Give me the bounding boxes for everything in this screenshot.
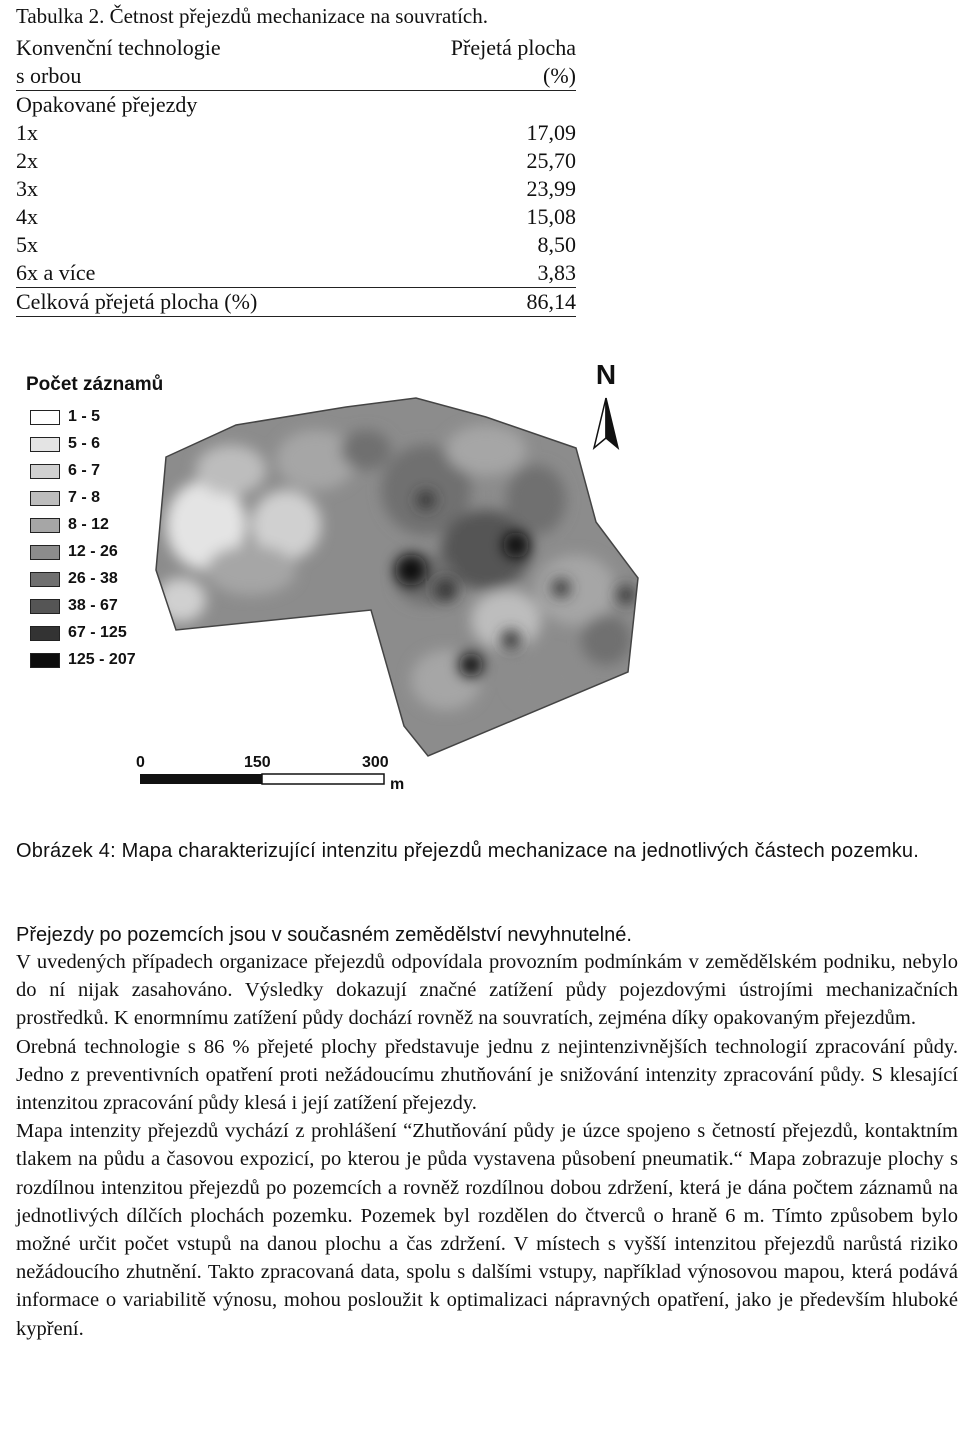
legend-label: 8 - 12	[68, 516, 109, 533]
row-label: 5x	[16, 232, 38, 257]
scale-unit: m	[390, 776, 405, 793]
header-technology-line1: Konvenční technologie	[16, 35, 221, 60]
legend-label: 67 - 125	[68, 624, 127, 641]
legend-label: 26 - 38	[68, 570, 118, 587]
table-row	[16, 175, 576, 203]
row-value: 8,50	[537, 232, 576, 257]
scale-bar-black	[140, 774, 262, 784]
table-row	[16, 147, 576, 175]
row-value: 23,99	[526, 176, 576, 201]
table-row	[16, 203, 576, 231]
legend-title: Počet záznamů	[26, 374, 164, 395]
legend-label: 5 - 6	[68, 435, 101, 452]
frequency-table	[16, 34, 576, 317]
traffic-intensity-map-figure	[16, 350, 676, 800]
legend-label: 6 - 7	[68, 462, 101, 479]
field-map	[16, 350, 676, 800]
row-label: 3x	[16, 176, 38, 201]
header-area	[385, 34, 576, 91]
paragraph-1: V uvedených případech organizace přejezdů odpovídala provozním podmínkám v zemědělském podniku, nebylo do ní nijak zasahováno. Výsledky dokazují značné zatížení půdy pojezdovými ústrojími mechanizačních prostředků. K enormnímu zatížení půdy dochází rovněž na souvratích, zejména díky opakovaným přejezdům.	[16, 951, 958, 1030]
header-technology-line2: s orbou	[16, 63, 82, 88]
legend-label: 1 - 5	[68, 408, 101, 425]
total-value: 86,14	[385, 288, 576, 317]
north-label: N	[595, 359, 617, 390]
row-label: 1x	[16, 120, 38, 145]
north-arrow-icon	[594, 359, 618, 448]
scale-bar	[140, 774, 384, 784]
section-row	[16, 91, 576, 120]
field-area	[136, 390, 656, 770]
table-row	[16, 231, 576, 259]
body-text	[16, 948, 958, 1343]
total-row	[16, 288, 576, 317]
row-value: 3,83	[537, 260, 576, 285]
scale-label-0: 0	[136, 754, 145, 771]
row-label: 4x	[16, 204, 38, 229]
legend-label: 7 - 8	[68, 489, 101, 506]
row-value: 25,70	[526, 148, 576, 173]
legend-label: 38 - 67	[68, 597, 118, 614]
legend-label: 125 - 207	[68, 651, 136, 668]
row-value: 17,09	[526, 120, 576, 145]
paragraph-2: Orebná technologie s 86 % přejeté plochy představuje jednu z nejintenzivnějších technologií zpracování půdy. Jedno z preventivních opatření proti nežádoucímu zhutňování je snižování intenzity zpracování půdy. S klesající intenzitou zpracování půdy klesá i její zatížení přejezdy.	[16, 1035, 958, 1115]
scale-label-150: 150	[244, 754, 271, 771]
scale-bar-white	[262, 774, 384, 784]
header-technology	[16, 34, 385, 91]
table-header-row	[16, 34, 576, 91]
row-label: 2x	[16, 148, 38, 173]
header-area-line2: (%)	[543, 63, 576, 88]
paragraph-3: Mapa intenzity přejezdů vychází z prohlášení “Zhutňování půdy je úzce spojeno s četností přejezdů, kontaktním tlakem na půdu a časovou expozicí, po kterou je půda vystavena působení pneumatik.“ Mapa zobrazuje plochy s rozdílnou intenzitou přejezdů po pozemcích a rovněž rozdílnou dobou zdržení, která je dána počtem záznamů na jednotlivých dílčích plochách pozemku. Pozemek byl rozdělen do čtverců o hraně 6 m. Tímto způsobem bylo možné určit počet vstupů na danou plochu a čas zdržení. V místech s vyšší intenzitou přejezdů narůstá riziko nežádoucího zhutnění. Takto zpracovaná data, spolu s dalšími vstupy, například výnosovou mapou, která podává informace o variabilitě výnosu, mohou posloužit k optimalizaci nápravných opatření, jako je především hluboké kypření.	[16, 1120, 958, 1340]
legend-label: 12 - 26	[68, 543, 118, 560]
total-label: Celková přejetá plocha (%)	[16, 288, 385, 317]
paragraph-intro: Přejezdy po pozemcích jsou v současném zemědělství nevyhnutelné.	[16, 924, 632, 946]
section-label: Opakované přejezdy	[16, 92, 198, 117]
figure-caption: Obrázek 4: Mapa charakterizující intenzitu přejezdů mechanizace na jednotlivých částech pozemku.	[16, 840, 919, 862]
table-row	[16, 259, 576, 288]
row-value: 15,08	[526, 204, 576, 229]
row-label: 6x a více	[16, 260, 96, 285]
scale-label-300: 300	[362, 754, 389, 771]
header-area-line1: Přejetá plocha	[450, 35, 576, 60]
table-caption: Tabulka 2. Četnost přejezdů mechanizace na souvratích.	[16, 4, 489, 28]
table-row	[16, 119, 576, 147]
